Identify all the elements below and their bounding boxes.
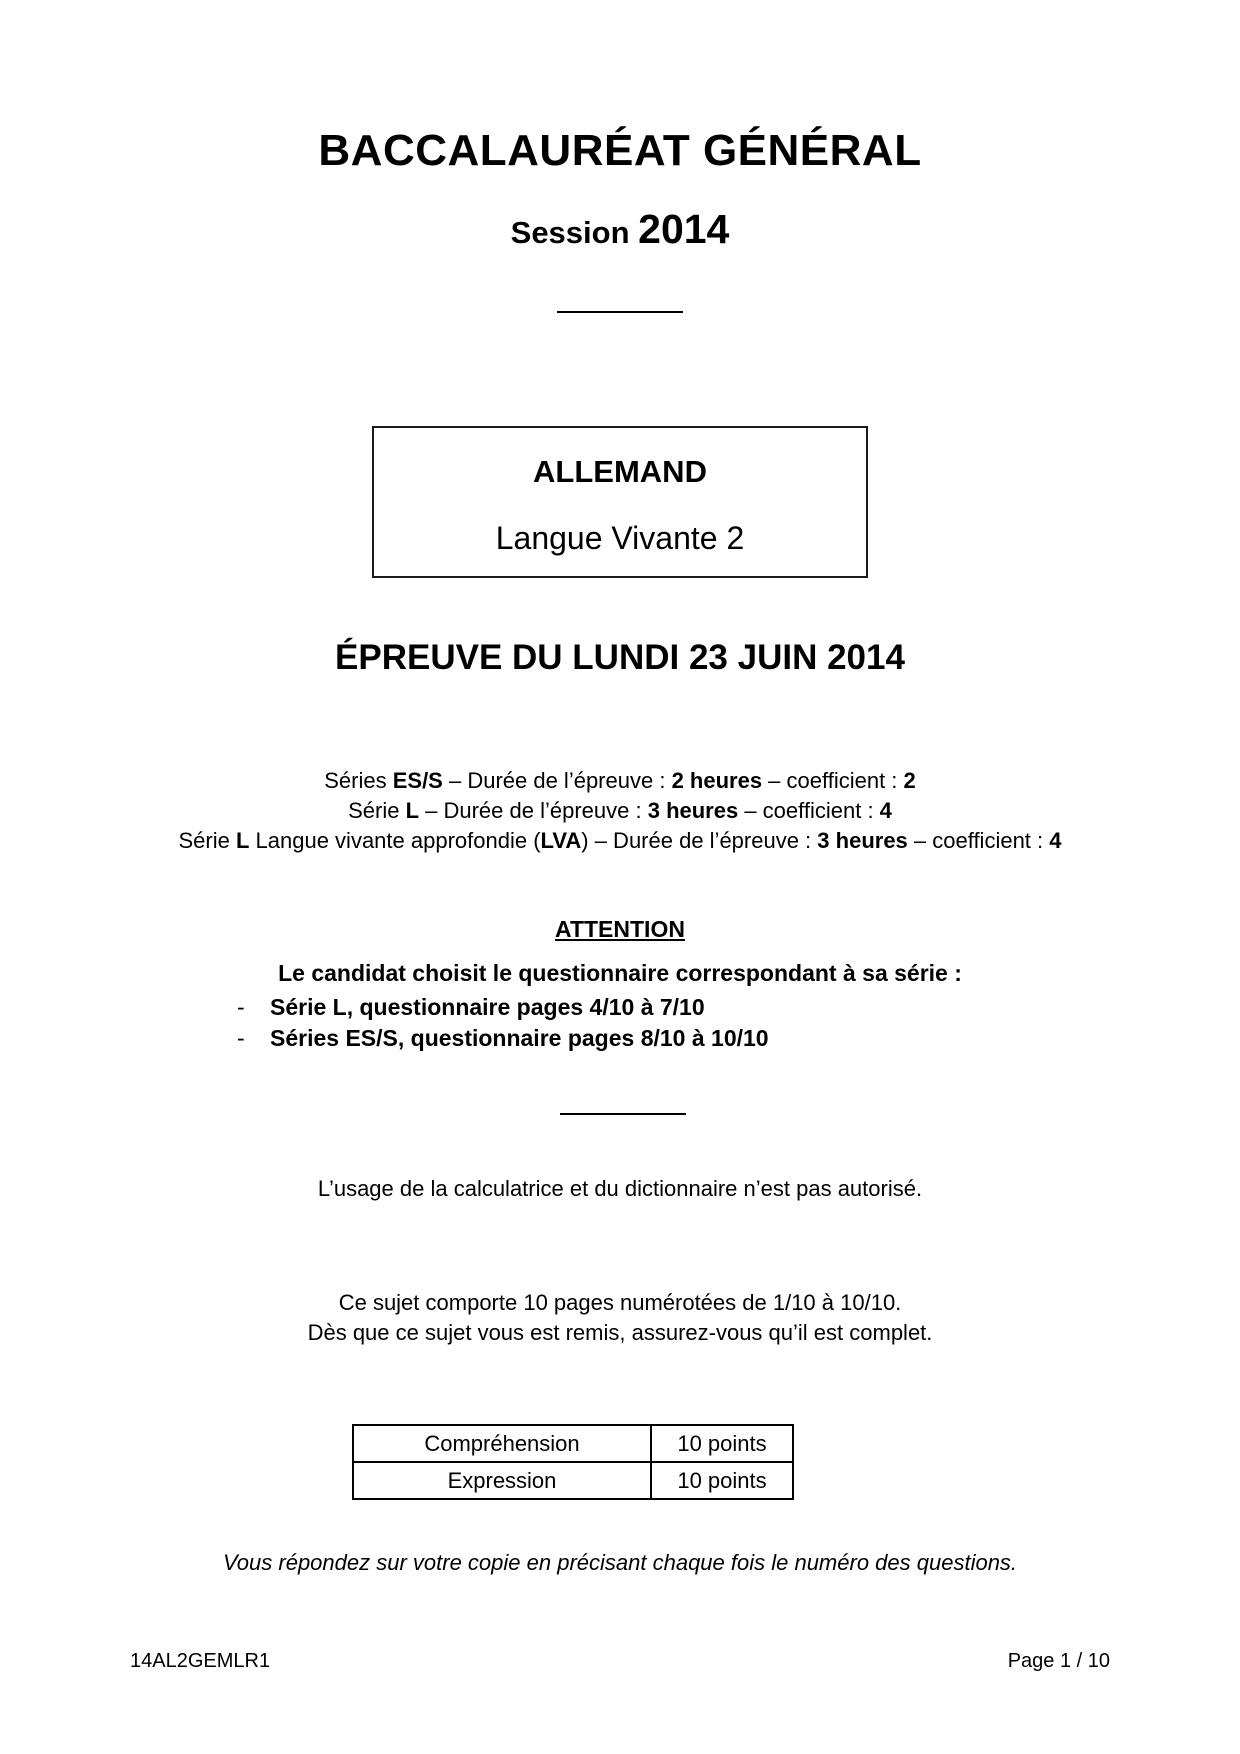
subject-box (372, 426, 868, 578)
text-segment: 3 heures (817, 828, 908, 853)
text-segment: L (405, 798, 420, 823)
list-item-text: Série L, questionnaire pages 4/10 à 7/10 (270, 994, 705, 1020)
text-segment: – coefficient : (907, 828, 1050, 853)
text-segment: Langue vivante approfondie ( (249, 828, 541, 853)
text-segment: 4 (1049, 828, 1062, 853)
calculator-notice: L’usage de la calculatrice et du dictionnaire n’est pas autorisé. (317, 1176, 923, 1201)
table-row-comprehension (353, 1425, 793, 1462)
pages-notice-line-2: Dès que ce sujet vous est remis, assurez-vous qu’il est complet. (307, 1320, 933, 1345)
text-segment: – coefficient : (762, 768, 904, 793)
series-line-es-s (0, 766, 1240, 796)
attention-list-item-serie-l (237, 992, 769, 1023)
footer-document-code: 14AL2GEMLR1 (130, 1650, 271, 1672)
exam-date-heading: ÉPREUVE DU LUNDI 23 JUIN 2014 (335, 638, 905, 677)
text-segment: ES/S (392, 768, 443, 793)
text-segment: 4 (879, 798, 892, 823)
footer-page-number: Page 1 / 10 (1007, 1650, 1110, 1672)
table-row-expression (353, 1462, 793, 1499)
session-label: Session (510, 215, 639, 250)
text-segment: – coefficient : (738, 798, 880, 823)
list-bullet: - (237, 994, 245, 1020)
text-segment: 2 (903, 768, 916, 793)
table-cell-label: Compréhension (353, 1425, 651, 1462)
table-cell-label: Expression (353, 1462, 651, 1499)
answer-instruction-note: Vous répondez sur votre copie en précisant chaque fois le numéro des questions. (222, 1550, 1018, 1575)
series-line-lva (0, 826, 1240, 856)
section-divider-top (557, 311, 683, 313)
text-segment: LVA (540, 828, 582, 853)
table-cell-value: 10 points (651, 1462, 793, 1499)
text-segment: Série (348, 798, 406, 823)
page-footer (130, 1650, 1110, 1673)
points-table (352, 1424, 794, 1500)
table-cell-value: 10 points (651, 1425, 793, 1462)
attention-list-item-series-es-s (237, 1023, 769, 1054)
attention-intro: Le candidat choisit le questionnaire correspondant à sa série : (278, 960, 962, 986)
attention-list (237, 992, 769, 1054)
text-segment: Séries (324, 768, 393, 793)
list-bullet: - (237, 1025, 245, 1051)
pages-notice-line-1: Ce sujet comporte 10 pages numérotées de 1/10 à 10/10. (338, 1290, 902, 1315)
session-line (0, 206, 1240, 253)
series-line-l (0, 796, 1240, 826)
subject-name: ALLEMAND (533, 454, 707, 489)
series-info (0, 766, 1240, 856)
document-title: BACCALAURÉAT GÉNÉRAL (318, 126, 922, 175)
text-segment: L (235, 828, 250, 853)
pages-notice (0, 1288, 1240, 1348)
attention-heading: ATTENTION (555, 916, 685, 942)
text-segment: Série (178, 828, 236, 853)
text-segment: ) – Durée de l’épreuve : (581, 828, 818, 853)
list-item-text: Séries ES/S, questionnaire pages 8/10 à 10/10 (270, 1025, 769, 1051)
text-segment: – Durée de l’épreuve : (419, 798, 648, 823)
text-segment: – Durée de l’épreuve : (442, 768, 672, 793)
text-segment: 3 heures (647, 798, 739, 823)
session-year: 2014 (638, 206, 730, 252)
text-segment: 2 heures (671, 768, 763, 793)
subject-level: Langue Vivante 2 (495, 520, 745, 556)
section-divider-middle (560, 1113, 686, 1115)
